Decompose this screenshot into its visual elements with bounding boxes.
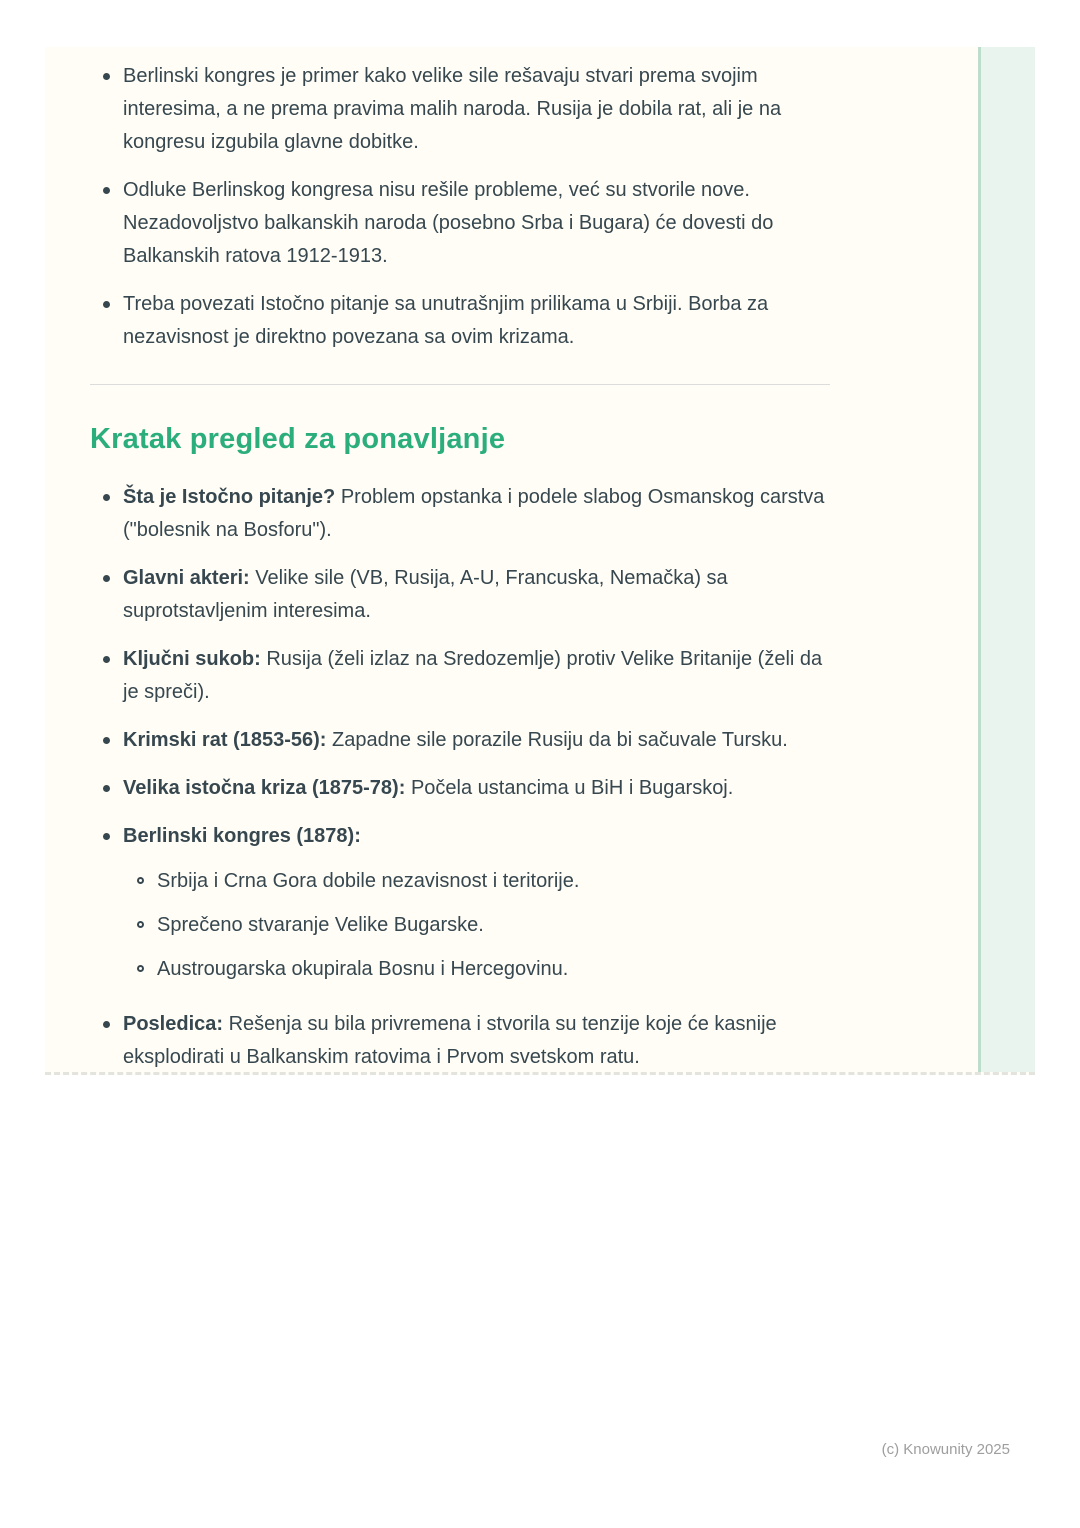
list-item-text: Berlinski kongres je primer kako velike sile rešavaju stvari prema svojim interesima, a ne prema pravima malih naroda. Rusija je dobila rat, ali je na kongresu izgubila glavne dobitke.: [123, 65, 782, 153]
list-item-text: [123, 777, 733, 799]
list-item-text: Sprečeno stvaranje Velike Bugarske.: [157, 914, 484, 936]
list-item: [123, 953, 830, 986]
list-item-text: [123, 1013, 777, 1068]
bullet-circle-icon: [137, 921, 144, 928]
bullet-circle-icon: [137, 877, 144, 884]
list-item: [90, 724, 830, 757]
list-item: [123, 909, 830, 942]
list-item-lead: Ključni sukob:: [123, 648, 261, 670]
bullet-disc-icon: [103, 494, 110, 501]
bullet-disc-icon: [103, 187, 110, 194]
list-item-lead: Šta je Istočno pitanje?: [123, 486, 336, 508]
bullet-disc-icon: [103, 301, 110, 308]
list-item-text: [123, 486, 824, 541]
list-item-lead: Glavni akteri:: [123, 567, 250, 589]
list-item-text: Treba povezati Istočno pitanje sa unutrašnjim prilikama u Srbiji. Borba za nezavisnost je direktno povezana sa ovim krizama.: [123, 293, 769, 348]
list-item-text: [123, 825, 361, 847]
list-item: [90, 481, 830, 547]
bullet-disc-icon: [103, 656, 110, 663]
bullet-disc-icon: [103, 73, 110, 80]
bullet-circle-icon: [137, 965, 144, 972]
intro-bullet-list: [90, 60, 830, 354]
list-item-body: Počela ustancima u BiH i Bugarskoj.: [410, 777, 734, 799]
bullet-disc-icon: [103, 1021, 110, 1028]
bullet-disc-icon: [103, 575, 110, 582]
list-item-lead: Krimski rat (1853-56):: [123, 729, 327, 751]
notes-content: [90, 60, 830, 1089]
list-item-body: Velike sile (VB, Rusija, A-U, Francuska, Nemačka) sa suprotstavljenim interesima.: [123, 567, 728, 622]
section-title: Kratak pregled za ponavljanje: [90, 423, 506, 455]
copyright-notice: (c) Knowunity 2025: [881, 1441, 1010, 1458]
list-item: [123, 865, 830, 898]
list-item: [90, 288, 830, 354]
list-item: [90, 643, 830, 709]
list-item: [90, 174, 830, 273]
list-item-body: Rešenja su bila privremena i stvorila su tenzije koje će kasnije eksplodirati u Balkanskim ratovima i Prvom svetskom ratu.: [123, 1013, 777, 1068]
list-item-body: Zapadne sile porazile Rusiju da bi sačuvale Tursku.: [332, 729, 788, 751]
list-item: [90, 820, 830, 986]
section-divider: [90, 384, 830, 385]
accent-strip: [978, 47, 1035, 1072]
list-item: [90, 1008, 830, 1074]
list-item: [90, 562, 830, 628]
list-item-body: Problem opstanka i podele slabog Osmanskog carstva ("bolesnik na Bosforu").: [123, 486, 825, 541]
summary-bullet-list: [90, 481, 830, 1074]
sub-bullet-list: [123, 865, 830, 986]
bullet-disc-icon: [103, 833, 110, 840]
list-item-text: Austrougarska okupirala Bosnu i Hercegovinu.: [157, 958, 569, 980]
list-item-lead: Posledica:: [123, 1013, 224, 1035]
list-item-text: [123, 567, 728, 622]
list-item-text: Odluke Berlinskog kongresa nisu rešile probleme, već su stvorile nove. Nezadovoljstvo balkanskih naroda (posebno Srba i Bugara) će dovesti do Balkanskih ratova 1912-1913.: [123, 179, 774, 267]
list-item: [90, 772, 830, 805]
bullet-disc-icon: [103, 737, 110, 744]
list-item: [90, 60, 830, 159]
bullet-disc-icon: [103, 785, 110, 792]
list-item-text: [123, 729, 788, 751]
list-item-text: [123, 648, 822, 703]
list-item-body: Rusija (želi izlaz na Sredozemlje) protiv Velike Britanije (želi da je spreči).: [123, 648, 823, 703]
notes-card: [45, 47, 1035, 1075]
list-item-lead: Berlinski kongres (1878):: [123, 825, 361, 847]
list-item-text: Srbija i Crna Gora dobile nezavisnost i teritorije.: [157, 870, 580, 892]
list-item-lead: Velika istočna kriza (1875-78):: [123, 777, 406, 799]
